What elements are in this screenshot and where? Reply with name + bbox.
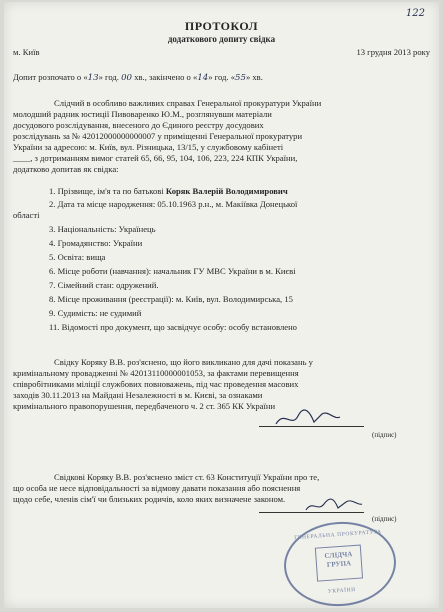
item-label: 8. Місце проживання (реєстрації): (49, 294, 174, 304)
page-number: 122 (405, 8, 425, 19)
intro-line-5: ____, з дотриманням вимог статей 65, 66, 95, 104, 106, 223, 224 КПК України, (13, 153, 298, 163)
item-nationality (49, 224, 419, 235)
item-value: Коряк Валерій Володимирович (165, 186, 288, 196)
item-name (49, 186, 419, 197)
item-value: одружений. (116, 280, 159, 290)
item-value: України (112, 238, 143, 248)
date: 13 грудня 2013 року (356, 47, 430, 57)
signature-1 (274, 408, 344, 430)
item-value: області (13, 210, 40, 220)
para2-line-2: щодо себе, членів сім'ї чи близьких родичів, коло яких визначене законом. (13, 494, 286, 504)
item-residence (49, 294, 419, 305)
item-value: Українець (118, 224, 156, 234)
item-value: начальник ГУ МВС України в м. Києві (153, 266, 296, 276)
para1-line-0: Свідку Коряку В.В. роз'яснено, що його викликано для дачі показань у (54, 357, 313, 367)
item-label: 2. Дата та місце народження: (49, 199, 156, 209)
para1-line-2: співробітниками міліції службових повноважень, під час проведення масових (13, 379, 299, 389)
place-date-line (13, 47, 430, 58)
para1-line-4: кримінального правопорушення, передбаченого ч. 2 ст. 365 КК України (13, 401, 276, 411)
para2-line-1: що особа не несе відповідальності за відмову давати показання або пояснення (13, 483, 301, 493)
item-label: 9. Судимість: (49, 308, 98, 318)
item-value: особу встановлено (228, 322, 297, 332)
item-label: 3. Національність: (49, 224, 117, 234)
end-min-label: » хв. (245, 72, 263, 82)
item-label: 7. Сімейний стан: (49, 280, 114, 290)
start-label: Допит розпочато о « (13, 72, 88, 82)
item-label: 6. Місце роботи (навчання): (49, 266, 152, 276)
item-value: не судимий (99, 308, 142, 318)
intro-line-0: Слідчий в особливо важливих справах Генеральної прокуратури України (54, 98, 322, 108)
item-label: 1. Прізвище, ім'я та по батькові (49, 186, 164, 196)
item-value: вища (86, 252, 106, 262)
start-min: 00 (121, 73, 133, 83)
item-label: 4. Громадянство: (49, 238, 111, 248)
item-birth-cont (13, 210, 383, 221)
intro-line-4: України за адресою: м. Київ, вул. Різницька, 13/15, у службовому кабінеті (13, 142, 284, 152)
intro-line-1: молодший радник юстиції Пивоваренко Ю.М., розглянувши матеріали (13, 109, 272, 119)
timing-line (13, 72, 430, 84)
item-family (49, 280, 419, 291)
stamp-ring-top: ГЕНЕРАЛЬНА ПРОКУРАТУРА (294, 529, 382, 542)
para1-line-3: заходів 30.11.2013 на Майдані Незалежності в м. Києві, за ознаками (13, 390, 263, 400)
end-hour: 14 (197, 73, 209, 83)
item-label: 5. Освіта: (49, 252, 85, 262)
signature-label-2: (підпис) (372, 515, 397, 523)
city: м. Київ (13, 47, 40, 57)
hours-label: » год. (98, 72, 119, 82)
item-label: 11. Відомості про документ, що засвідчує особу: (49, 322, 227, 332)
official-stamp (281, 518, 399, 610)
item-education (49, 252, 419, 263)
intro-line-6: додатково допитав як свідка: (13, 164, 119, 174)
item-value: м. Київ, вул. Володимирська, 15 (175, 294, 293, 304)
end-hours-label: » год. « (208, 72, 235, 82)
item-birth (49, 199, 419, 210)
end-min: 55 (235, 73, 246, 83)
signature-label: (підпис) (372, 431, 397, 439)
document-page (4, 2, 439, 608)
para1-line-1: кримінальному провадженні № 42013110000001053, за фактами перевищення (13, 368, 299, 378)
intro-line-3: розслідувань за № 42012000000000007 у приміщенні Генеральної прокуратури (13, 131, 303, 141)
min-label: хв., закінчено о « (134, 72, 198, 82)
intro-line-2: досудового розслідування, внесеного до Єдиного реєстру досудових (13, 120, 264, 130)
item-citizenship (49, 238, 419, 249)
document-subtitle: додаткового допиту свідка (167, 34, 276, 44)
item-record (49, 308, 419, 319)
stamp-inner (315, 545, 363, 582)
stamp-text-1: СЛІДЧА (324, 550, 353, 561)
signature-2 (304, 496, 364, 516)
stamp-text-2: ГРУПА (326, 559, 352, 569)
start-hour: 13 (87, 73, 99, 83)
item-identity (49, 322, 419, 333)
para2-line-0: Свідкові Коряку В.В. роз'яснено зміст ст. 63 Конституції України про те, (54, 472, 320, 482)
item-value: 05.10.1963 р.н., м. Макіївка Донецької (157, 199, 298, 209)
item-workplace (49, 266, 419, 277)
document-title: ПРОТОКОЛ (184, 19, 259, 33)
stamp-ring-bottom: УКРАЇНИ (327, 586, 356, 595)
